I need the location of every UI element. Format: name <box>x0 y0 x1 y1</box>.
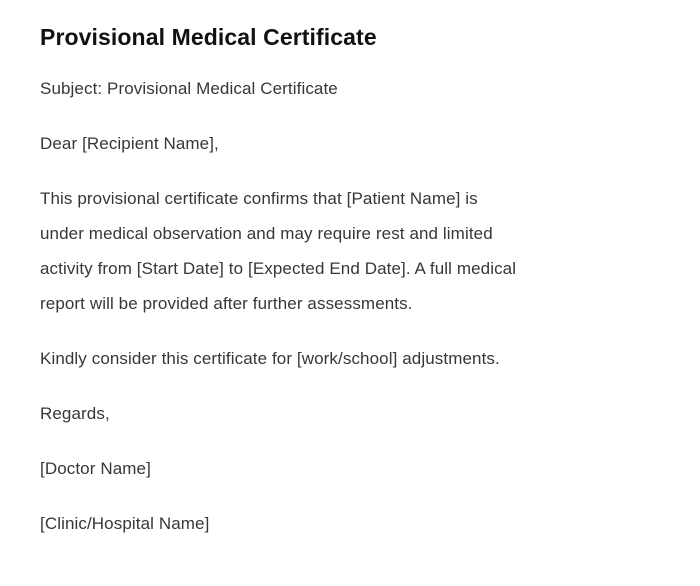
subject-line: Subject: Provisional Medical Certificate <box>40 79 338 98</box>
document-title: Provisional Medical Certificate <box>40 24 377 50</box>
paragraph-doctor-name <box>40 451 646 486</box>
doctor-name-line: [Doctor Name] <box>40 459 151 478</box>
body-line-2: under medical observation and may require rest and limited <box>40 224 493 243</box>
body-line-4: report will be provided after further assessments. <box>40 294 413 313</box>
paragraph-salutation <box>40 126 646 161</box>
body-line-3: activity from [Start Date] to [Expected End Date]. A full medical <box>40 259 517 278</box>
paragraph-request <box>40 341 646 376</box>
paragraph-body <box>40 181 646 321</box>
paragraph-regards <box>40 396 646 431</box>
salutation-line: Dear [Recipient Name], <box>40 134 219 153</box>
body-line-1: This provisional certificate confirms that [Patient Name] is <box>40 189 478 208</box>
regards-line: Regards, <box>40 404 110 423</box>
request-line: Kindly consider this certificate for [work/school] adjustments. <box>40 349 500 368</box>
paragraph-clinic-name <box>40 506 646 541</box>
paragraph-subject <box>40 71 646 106</box>
clinic-name-line: [Clinic/Hospital Name] <box>40 514 210 533</box>
